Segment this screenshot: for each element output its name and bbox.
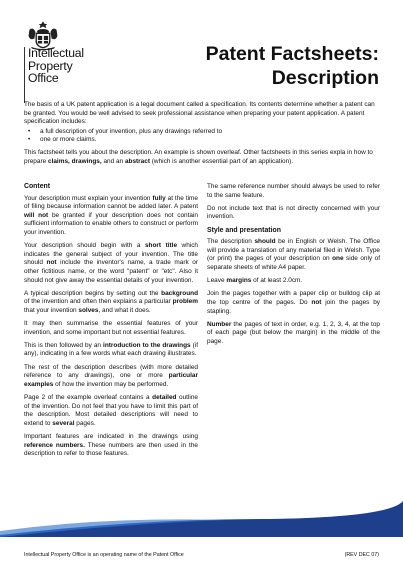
footer-note: Intellectual Property Office is an operating name of the Patent Office <box>24 552 184 558</box>
paragraph: Number the pages of text in order, e.g. 1, 2, 3, 4, at the top of each page (but below the margin) in the middle of the page. <box>207 320 380 345</box>
title-line-2: Description <box>271 67 379 89</box>
paragraph: The rest of the description describes (with more detailed reference to any drawings), one or more particular examples of how the invention may be performed. <box>24 363 198 388</box>
paragraph: It may then summarise the essential features of your invention, and some important but not essential features. <box>24 320 198 336</box>
paragraph: This is then followed by an introduction to the drawings (if any), indicating in a few words what each drawing illustrates. <box>24 341 199 358</box>
paragraph: A typical description begins by setting out the background of the invention and often then explains a particular problem that your invention solves, and what it does. <box>24 289 198 314</box>
factsheet-intro-paragraph: This factsheet tells you about the description. An example is shown overleaf. Other factsheets in this series expla in how to prepare claims, drawings, and an abstract (which is another essential part of an application). <box>24 148 373 165</box>
style-column <box>207 183 380 351</box>
logo-line-1: Intellectual <box>28 46 84 60</box>
paragraph: Your description must explain your invention fully at the time of filing because information cannot be added later. A patent will not be granted if your description does not contain sufficient information to enable others to construct or perform your invention. <box>24 194 199 236</box>
paragraph: Join the pages together with a paper clip or bulldog clip at the top centre of the pages. Do not join the pages by stapling. <box>207 290 381 315</box>
logo-wordmark <box>28 47 84 85</box>
list-item: • a full description of your invention, plus any drawings referred to <box>36 128 380 137</box>
revision-label: (REV DEC 07) <box>344 552 379 558</box>
specification-list <box>24 128 380 145</box>
paragraph: Important features are indicated in the drawings using reference numbers. These numbers are then used in the description to refer to those features. <box>24 433 198 458</box>
logo-divider <box>24 47 25 103</box>
intro-section <box>24 101 380 166</box>
content-heading: Content <box>24 183 51 190</box>
paragraph: The description should be in English or Welsh. The Office will provide a translation of any material filed in Welsh. Type (or print) the pages of your description on one side only of separate sheets of white A4 paper. <box>207 238 381 271</box>
paragraph: Your description should begin with a short title which indicates the general subject of your invention. The title should not include the inventor's name, a trade mark or other fictitious name, or the word "patent" or "etc". Also it should not give away the essential details of your invention. <box>24 242 199 284</box>
logo-line-2: Property <box>28 58 73 73</box>
paragraph: Leave margins of at least 2.0cm. <box>207 277 303 285</box>
list-item: • one or more claims. <box>36 136 380 145</box>
logo-line-3: Office <box>28 71 59 86</box>
title-line-1: Patent Factsheets: <box>205 43 379 65</box>
paragraph: The same reference number should always be used to refer to the same feature. <box>207 183 380 199</box>
paragraph: Do not include text that is not directly concerned with your invention. <box>207 204 380 221</box>
wave-dark <box>0 501 403 537</box>
paragraph: Page 2 of the example overleaf contains a detailed outline of the invention. Do not feel that you have to limit this part of the description. Most detailed descriptions will need to extend to several pages. <box>24 394 198 427</box>
page-title <box>206 42 379 90</box>
footer-wave-graphic <box>0 497 403 547</box>
style-heading: Style and presentation <box>207 226 281 234</box>
intro-paragraph: The basis of a UK patent application is a legal document called a specification. Its contents determine whether a patent can be granted. You would be well advised to seek professional assistance when preparing your patent application. A patent specification includes: <box>24 101 375 126</box>
content-column <box>24 183 198 463</box>
